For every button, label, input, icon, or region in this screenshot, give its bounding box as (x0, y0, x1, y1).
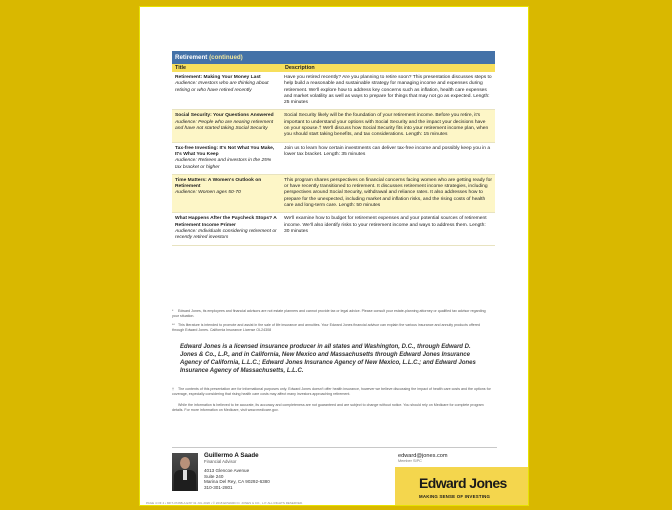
seminar-description: Join us to learn how certain investments can deliver tax-free income and possibly keep you in a lower tax bracket. Length: 35 minutes (284, 145, 491, 157)
seminar-audience: Audience: Retirees and investors in the 25% tax bracket or higher (175, 158, 272, 170)
advisor-phone: 310-301-2801 (204, 484, 233, 490)
footnote-mark: † (172, 387, 174, 391)
table-title: Retirement (175, 54, 208, 61)
table-row (172, 175, 495, 213)
footnote-mark: * (172, 309, 174, 313)
member-sipc: Member SIPC (398, 459, 422, 463)
seminar-title: What Happens After the Paycheck Stops? A Retirement Income Primer (175, 216, 277, 228)
row-title-cell (172, 143, 281, 174)
row-title-cell (172, 175, 281, 212)
advisor-name: Guillermo A Saade (204, 452, 259, 459)
seminar-description: We'll examine how to budget for retirement expenses and your potential sources of retirement income. We'll also identify risks to your retirement income and ways to address them. Length: 30 minutes (284, 216, 487, 234)
column-header-description: Description (285, 65, 315, 71)
page-footer: PAGE 4 OF 4 • MKT-3726B-A EXP 31 JUL 2020 • © 2018 EDWARD D. JONES & CO., L.P. ALL RIGHTS RESERVED. (146, 501, 303, 505)
table-title-suffix: (continued) (209, 54, 243, 61)
seminar-audience: Audience: Women ages 50-70 (175, 190, 241, 196)
row-title-cell (172, 72, 281, 109)
advisor-info (204, 453, 270, 491)
seminar-audience: Audience: People who are nearing retirement and have not started taking Social Security (175, 119, 274, 132)
footnote-text: This literature is intended to promote and assist in the sale of life insurance and annuities. Your Edward Jones financial advisor can explain the various insurance and annuity products offered through Edward Jones. California Insurance License OL24308 (172, 323, 480, 332)
document-page (139, 6, 529, 506)
table-row (172, 213, 495, 245)
advisor-photo (172, 453, 198, 491)
seminar-table (172, 51, 495, 246)
seminar-title: Social Security: Your Questions Answered (175, 113, 274, 119)
seminar-title: Time Matters: A Women's Outlook on Retirement (175, 177, 262, 190)
advisor-title: Financial Advisor (204, 458, 237, 464)
edward-jones-logo (395, 467, 528, 506)
advisor-address-line1: 4013 Glencoe Avenue (204, 468, 250, 474)
seminar-title: Retirement: Making Your Money Last (175, 75, 261, 80)
row-title-cell (172, 110, 281, 141)
seminar-audience: Audience: Individuals considering retirement or recently retired investors (175, 228, 277, 241)
footnote-text: Edward Jones, its employees and financial advisors are not estate planners and cannot provide tax or legal advice. Please consult your estate-planning attorney or qualified tax advisor regarding your situation. (172, 309, 486, 318)
footnote (172, 309, 492, 319)
footnote-mark: ** (172, 323, 175, 327)
footnote-text: The contents of this presentation are for informational purposes only. Edward Jones doesn't offer health insurance, however we believe discussing the impact of health care costs and the options for coverage, especially considering that rising health care costs may affect many investors approaching retirement. (172, 387, 491, 396)
insurance-statement: Edward Jones is a licensed insurance producer in all states and Washington, D.C., through Edward D. Jones & Co., L.P., and in California, New Mexico and Massachusetts through Edward Jones Insurance Agency of California, L.L.C.; Edward Jones Insurance Agency of New Mexico, L.L.C.; and Edward Jones Insurance Agency of Massachusetts, L.L.C. (180, 344, 476, 374)
row-title-cell (172, 213, 281, 244)
seminar-description: This program shares perspectives on financial concerns facing women who are getting ready for or have recently transitioned to retirement. It discusses retirement income strategies, including perspectives around Social Security, withdrawal and reliance rates. It also addresses how to prepare for the unexpected, including market and inflation risks, and the rising costs of health care and long-term care. Length: 50 minutes (284, 177, 492, 209)
seminar-title: Tax-free Investing: It's Not What You Make, It's What You Keep (175, 145, 275, 157)
advisor-address-line2: Suite 240 (204, 473, 224, 479)
logo-brand: Edward Jones (419, 475, 507, 491)
column-header-title: Title (175, 65, 186, 71)
column-headers (172, 64, 495, 72)
divider (172, 447, 497, 448)
footnote (172, 387, 492, 397)
advisor-photo-head (180, 457, 190, 469)
contact-url[interactable]: edward@jones.com (398, 453, 448, 459)
seminar-description: Have you retired recently? Are you planning to retire soon? This presentation discusses steps to help build a reasonable and sustainable strategy for managing income and expenses during retirement. We'll explore how to address key concerns such as inflation, health care expenses and market volatility as well as ways to prepare for things that may not go as expected. Length: 25 minutes (284, 75, 492, 106)
table-title-bar (172, 51, 495, 64)
table-row (172, 143, 495, 175)
footnote-text: While the information is believed to be accurate, its accuracy and completeness are not guaranteed and are subject to change without notice. You should rely on Medicare for complete program details. For more information on Medicare, visit www.medicare.gov. (172, 403, 484, 412)
contact-block (398, 453, 448, 463)
footnote (172, 323, 492, 333)
logo-tagline: MAKING SENSE OF INVESTING (419, 494, 491, 499)
table-row (172, 72, 495, 110)
seminar-description: Social Security likely will be the foundation of your retirement income. Before you retire, it's important to understand your options with Social Security and the impact your decisions have on your spouse.† We'll discuss how Social Security fits into your retirement income plan, when you should start taking benefits, and tax considerations. Length: 15 minutes (284, 113, 489, 138)
table-row (172, 110, 495, 142)
advisor-city: Marina Del Rey, CA 90292-6380 (204, 479, 270, 485)
advisor-photo-shirt (183, 470, 187, 480)
seminar-audience: Audience: Investors who are thinking about retiring or who have retired recently (175, 81, 269, 93)
footnote (172, 403, 492, 413)
